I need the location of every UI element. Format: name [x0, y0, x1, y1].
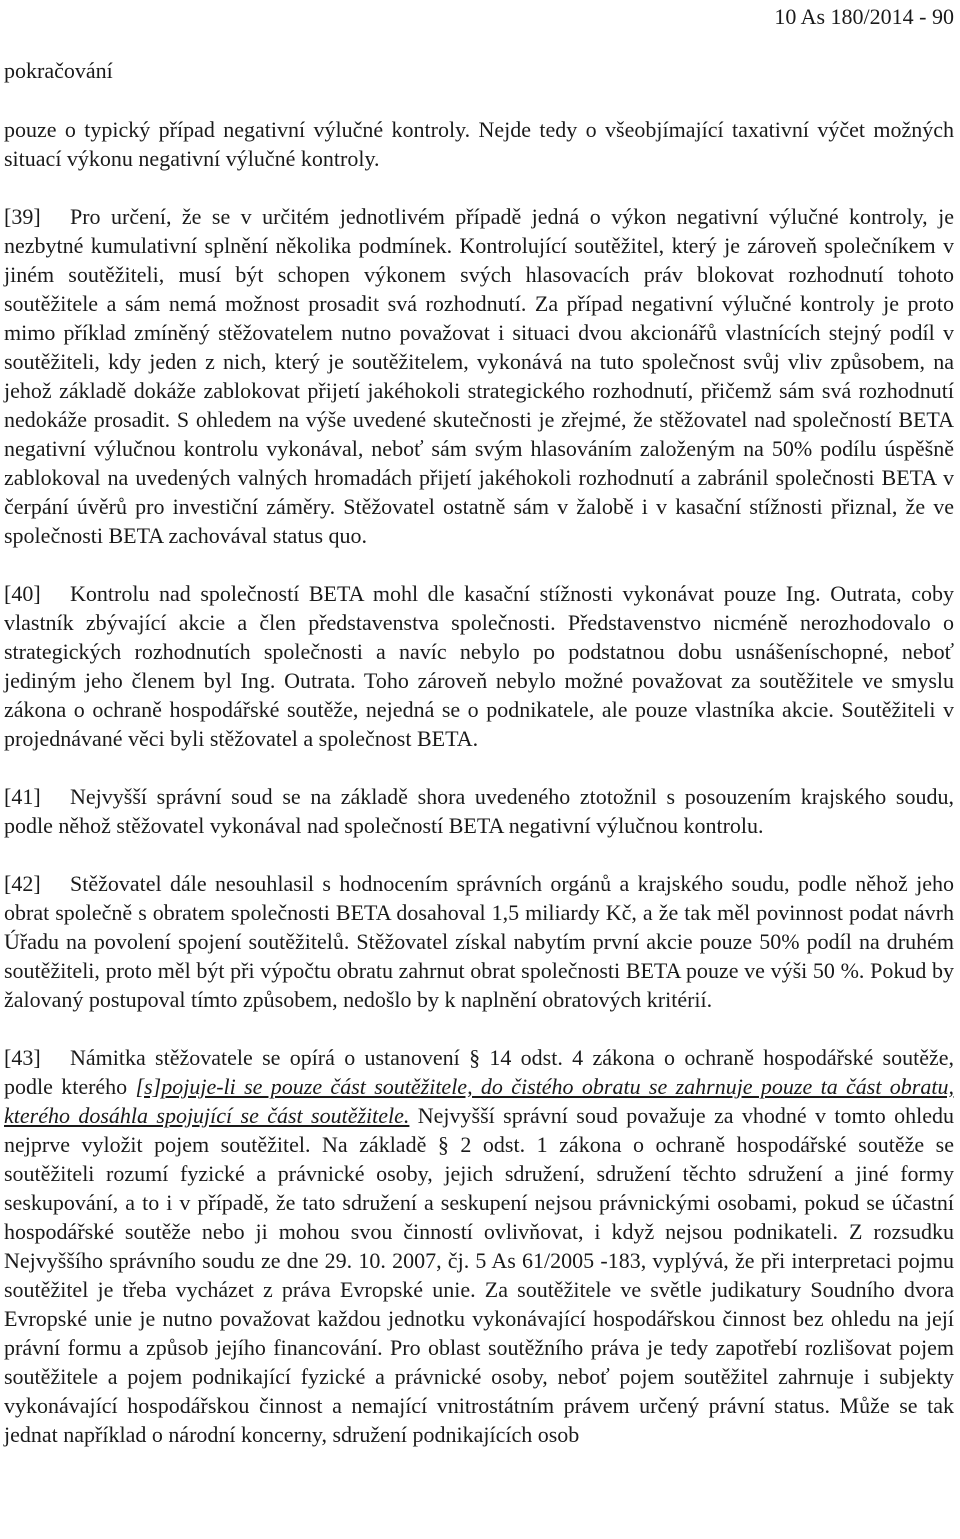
case-number: 10 As 180/2014 - 90	[774, 4, 954, 29]
paragraph-number: [39]	[4, 204, 41, 229]
paragraph-continued	[4, 115, 954, 173]
paragraph-number: [43]	[4, 1045, 41, 1070]
document-body	[4, 115, 954, 1449]
paragraph-number: [40]	[4, 581, 41, 606]
paragraph-42	[4, 869, 954, 1014]
paragraph-text: Stěžovatel dále nesouhlasil s hodnocením správních orgánů a krajského soudu, podle něhož jeho obrat společně s obratem společnosti BETA dosahoval 1,5 miliardy Kč, a že tak měl povinnost podat návrh Úřadu na povolení spojení soutěžitelů. Stěžovatel získal nabytím první akcie pouze 50% podíl na druhém soutěžiteli, proto měl být při výpočtu obratu zahrnut obrat společnosti BETA pouze ve výši 50 %. Pokud by žalovaný postupoval tímto způsobem, nedošlo by k naplnění obratových kritérií.	[4, 871, 954, 1012]
paragraph-text-continued: Nejvyšší správní soud považuje za vhodné v tomto ohledu nejprve vyložit pojem soutěžitel. Na základě § 2 odst. 1 zákona o ochraně hospodářské soutěže se soutěžiteli rozumí fyzické a právnické osoby, jejich sdružení, sdružení těchto sdružení a jiné formy seskupování, a to i v případě, že tato sdružení a seskupení nejsou právnickými osobami, pokud se účastní hospodářské soutěže nebo ji mohou svou činností ovlivňovat, i když nejsou podnikateli. Z rozsudku Nejvyššího správního soudu ze dne 29. 10. 2007, čj. 5 As 61/2005 -183, vyplývá, že při interpretaci pojmu soutěžitel je třeba vycházet z práva Evropské unie. Za soutěžitele ve světle judikatury Soudního dvora Evropské unie je nutno považovat každou jednotku vykonávající hospodářskou činnost bez ohledu na její právní formu a způsob jejího financování. Pro oblast soutěžního práva je tedy zapotřebí rozlišovat pojem soutěžitele a pojem podnikající fyzické a právnické osoby, neboť pojem soutěžitel zahrnuje i subjekty vykonávající hospodářskou činnost a nemající vnitrostátním právem určený právní status. Může se tak jednat například o národní koncerny, sdružení podnikajících osob	[4, 1103, 954, 1447]
paragraph-text: Námitka stěžovatele se opírá o ustanovení § 14 odst. 4 zákona o ochraně hospodářské soutěže, podle kterého	[4, 1045, 954, 1099]
paragraph-text: pouze o typický případ negativní výlučné kontroly. Nejde tedy o všeobjímající taxativní výčet možných situací výkonu negativní výlučné kontroly.	[4, 117, 954, 171]
paragraph-number: [42]	[4, 871, 41, 896]
paragraph-text: Nejvyšší správní soud se na základě shora uvedeného ztotožnil s posouzením krajského soudu, podle něhož stěžovatel vykonával nad společností BETA negativní výlučnou kontrolu.	[4, 784, 954, 838]
paragraph-40	[4, 579, 954, 753]
paragraph-number: [41]	[4, 784, 41, 809]
paragraph-39	[4, 202, 954, 550]
continuation-label: pokračování	[4, 58, 113, 83]
paragraph-text: Kontrolu nad společností BETA mohl dle kasační stížnosti vykonávat pouze Ing. Outrata, coby vlastník zbývající akcie a člen představenstva společnosti. Představenstvo nicméně nerozhodovalo o strategických rozhodnutích společnosti a navíc nebylo po podstatnou dobu usnášeníschopné, neboť jediným jeho členem byl Ing. Outrata. Toho zároveň nebylo možné považovat za soutěžitele ve smyslu zákona o ochraně hospodářské soutěže, nejedná se o podnikatele, ale pouze vlastníka akcie. Soutěžiteli v projednávané věci byli stěžovatel a společnost BETA.	[4, 581, 954, 751]
paragraph-41	[4, 782, 954, 840]
paragraph-43	[4, 1043, 954, 1449]
statutory-quote: [s]pojuje-li se pouze část soutěžitele, do čistého obratu se zahrnuje pouze ta část obratu, kterého dosáhla spojující se část soutěžitele.	[4, 1074, 954, 1128]
paragraph-text: Pro určení, že se v určitém jednotlivém případě jedná o výkon negativní výlučné kontroly, je nezbytné kumulativní splnění několika podmínek. Kontrolující soutěžitel, který je zároveň společníkem v jiném soutěžiteli, musí být schopen výkonem svých hlasovacích práv blokovat rozhodnutí tohoto soutěžitele a sám nemá možnost prosadit svá rozhodnutí. Za případ negativní výlučné kontroly je proto mimo příklad zmíněný stěžovatelem nutno považovat i situaci dvou akcionářů vlastnících stejný podíl v soutěžiteli, kdy jeden z nich, který je soutěžitelem, vykonává na tuto společnost svůj vliv způsobem, na jehož základě dokáže zablokovat přijetí jakéhokoli strategického rozhodnutí, přičemž sám svá rozhodnutí nedokáže prosadit. S ohledem na výše uvedené skutečnosti je zřejmé, že stěžovatel nad společností BETA negativní výlučnou kontrolu vykonával, neboť sám svým hlasováním založeným na 50% podílu úspěšně zablokoval na uvedených valných hromadách přijetí jakéhokoli rozhodnutí a zabránil společnosti BETA v čerpání úvěrů pro investiční záměry. Stěžovatel ostatně sám v žalobě i v kasační stížnosti přiznal, že ve společnosti BETA zachovával status quo.	[4, 204, 954, 548]
